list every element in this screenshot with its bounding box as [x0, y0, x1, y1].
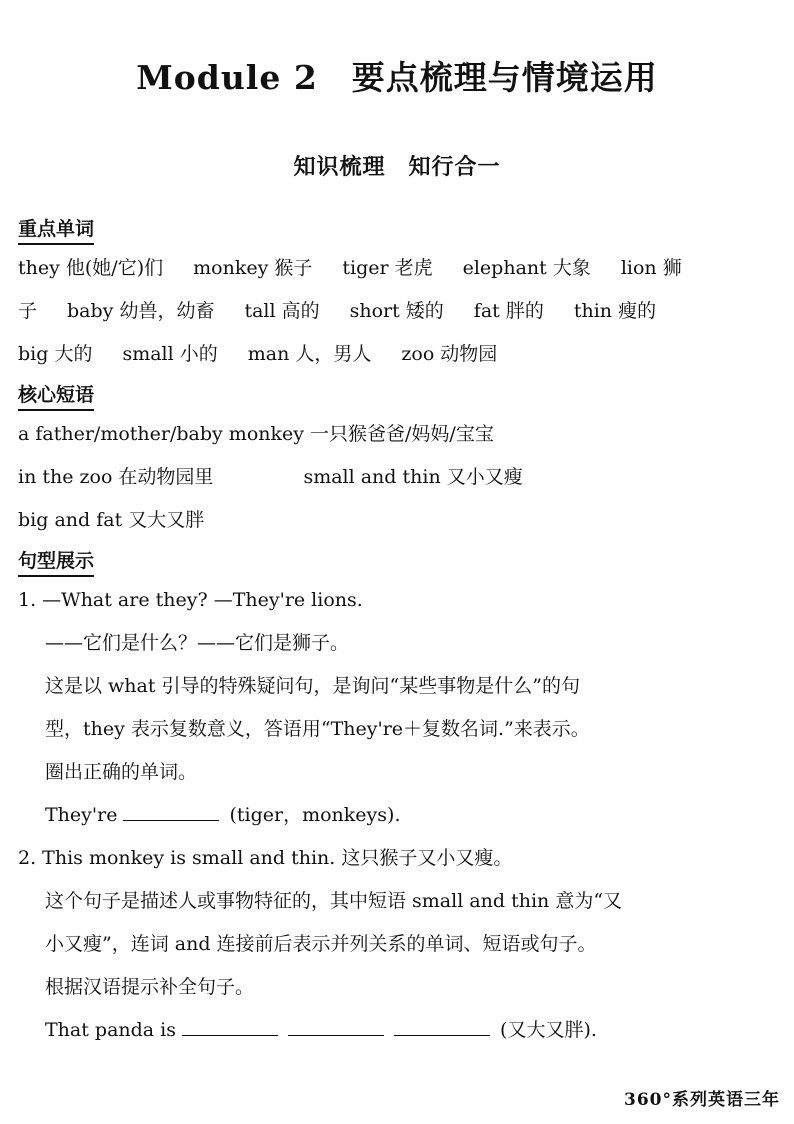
series-footer: 360°系列英语三年	[624, 1090, 780, 1110]
phrase-item: in the zoo 在动物园里	[18, 466, 214, 488]
sentences-heading: 句型展示	[18, 548, 94, 577]
sentence-2-statement: 2. This monkey is small and thin. 这只猴子又小又瘦。	[18, 847, 513, 869]
sentence-1-explanation-2: 型，they 表示复数意义，答语用“They're＋复数名词.”来表示。	[45, 718, 590, 740]
sentence-1-translation: ——它们是什么？——它们是狮子。	[45, 632, 350, 654]
vocab-item: small 小的	[122, 343, 218, 365]
vocab-item: monkey 猴子	[193, 257, 313, 279]
vocab-item: they 他(她/它)们	[18, 257, 164, 279]
sentences-heading-row	[18, 548, 758, 577]
phrases-heading: 核心短语	[18, 382, 94, 411]
vocab-item: man 人，男人	[247, 343, 372, 365]
vocab-item: tall 高的	[244, 300, 320, 322]
exercise-hint: (又大又胖).	[500, 1019, 597, 1041]
phrases-heading-row	[18, 382, 758, 411]
sentence-1-exercise	[18, 794, 758, 837]
answer-blank[interactable]	[123, 802, 219, 821]
vocab-item: baby 幼兽，幼畜	[67, 300, 215, 322]
vocab-item: thin 瘦的	[573, 300, 657, 322]
vocab-heading-row	[18, 216, 758, 245]
content-area	[18, 210, 758, 1052]
vocab-item: zoo 动物园	[401, 343, 498, 365]
vocab-line-3	[18, 333, 758, 376]
vocab-item: short 矮的	[349, 300, 444, 322]
phrase-line-3: big and fat 又大又胖	[18, 509, 205, 531]
phrase-line-1: a father/mother/baby monkey 一只猴爸爸/妈妈/宝宝	[18, 423, 494, 445]
exercise-options: (tiger，monkeys).	[229, 804, 401, 826]
vocab-line-1	[18, 247, 758, 290]
sentence-1-question: 1. —What are they? —They're lions.	[18, 589, 363, 611]
section-subtitle: 知识梳理 知行合一	[293, 154, 501, 180]
phrase-item: small and thin 又小又瘦	[303, 466, 523, 488]
vocab-item: elephant 大象	[462, 257, 591, 279]
exercise-text: That panda is	[45, 1019, 176, 1041]
vocab-item: 子	[18, 300, 38, 322]
vocab-item: big 大的	[18, 343, 93, 365]
phrase-line-2	[18, 456, 758, 499]
answer-blank[interactable]	[182, 1017, 278, 1036]
vocab-line-2	[18, 290, 758, 333]
sentence-1-task: 圈出正确的单词。	[45, 761, 198, 783]
vocab-item: fat 胖的	[473, 300, 544, 322]
page-title: Module 2 要点梳理与情境运用	[136, 58, 658, 97]
sentence-1-explanation-1: 这是以 what 引导的特殊疑问句，是询问“某些事物是什么”的句	[45, 675, 580, 697]
sentence-2-explanation-2: 小又瘦”，连词 and 连接前后表示并列关系的单词、短语或句子。	[45, 933, 597, 955]
vocab-item: tiger 老虎	[342, 257, 433, 279]
vocab-item: lion 狮	[620, 257, 682, 279]
sentence-2-task: 根据汉语提示补全句子。	[45, 976, 255, 998]
answer-blank[interactable]	[288, 1017, 384, 1036]
vocab-heading: 重点单词	[18, 216, 94, 245]
answer-blank[interactable]	[394, 1017, 490, 1036]
sentence-2-explanation-1: 这个句子是描述人或事物特征的，其中短语 small and thin 意为“又	[45, 890, 623, 912]
sentence-2-exercise	[18, 1009, 758, 1052]
exercise-text: They're	[45, 804, 118, 826]
